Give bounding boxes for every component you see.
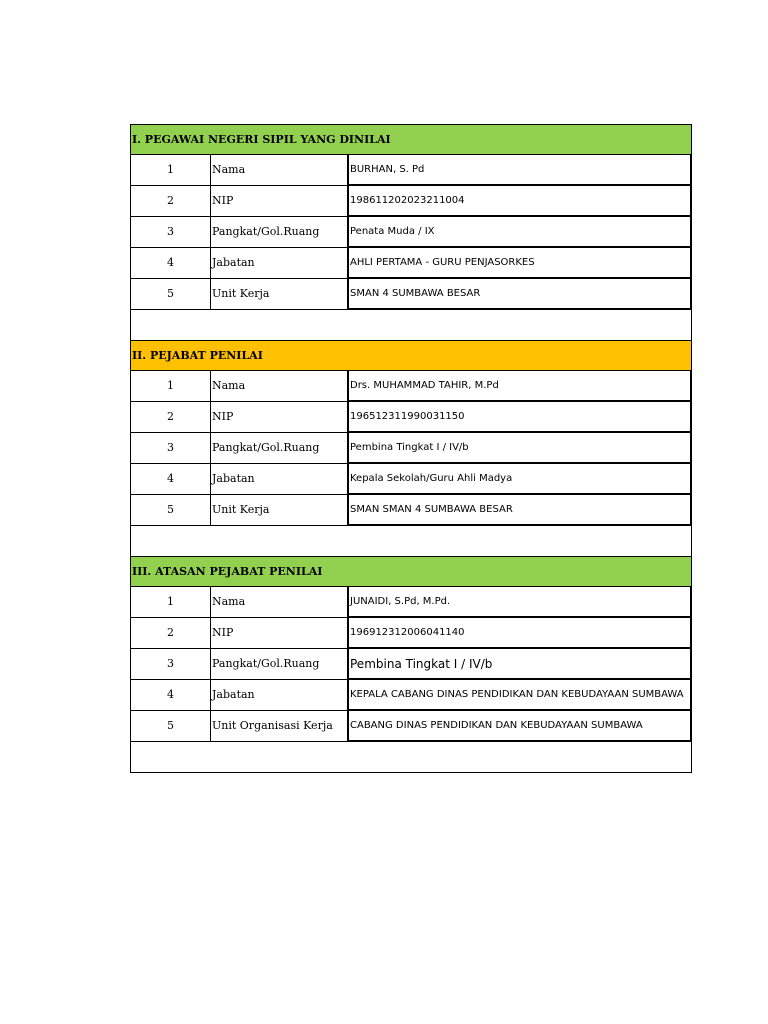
row-value	[348, 648, 691, 679]
row-value	[348, 401, 691, 432]
blank-row	[131, 741, 691, 772]
row-number: 5	[131, 711, 211, 741]
row-number: 3	[131, 433, 211, 463]
row-number: 2	[131, 186, 211, 216]
table-row	[131, 185, 691, 216]
row-label: Pangkat/Gol.Ruang	[211, 433, 348, 463]
blank-row	[131, 309, 691, 340]
table-row	[131, 586, 691, 617]
row-value	[348, 710, 691, 741]
table-row	[131, 679, 691, 710]
row-label: NIP	[211, 618, 348, 648]
table-row	[131, 247, 691, 278]
section-header-atasan-pejabat-penilai: III. ATASAN PEJABAT PENILAI	[131, 556, 691, 586]
table-row	[131, 216, 691, 247]
row-label: Pangkat/Gol.Ruang	[211, 649, 348, 679]
row-label: Unit Kerja	[211, 495, 348, 525]
row-number: 5	[131, 495, 211, 525]
row-value	[348, 278, 691, 309]
row-number: 4	[131, 248, 211, 278]
value-text: 196512311990031150	[350, 411, 465, 422]
row-value	[348, 617, 691, 648]
row-label: Unit Kerja	[211, 279, 348, 309]
section-header-pejabat-penilai: II. PEJABAT PENILAI	[131, 340, 691, 370]
value-text: Pembina Tingkat I / IV/b	[350, 656, 493, 671]
row-label: Nama	[211, 155, 348, 185]
row-value	[348, 247, 691, 278]
table-row	[131, 648, 691, 679]
table-row	[131, 432, 691, 463]
value-text: Kepala Sekolah/Guru Ahli Madya	[350, 473, 513, 484]
value-text: KEPALA CABANG DINAS PENDIDIKAN DAN KEBUDAYAAN SUMBAWA	[350, 689, 684, 700]
row-label: Unit Organisasi Kerja	[211, 711, 348, 741]
row-value	[348, 463, 691, 494]
value-text: SMAN 4 SUMBAWA BESAR	[350, 288, 481, 299]
value-text: Penata Muda / IX	[350, 226, 435, 237]
row-label: Nama	[211, 371, 348, 401]
row-number: 2	[131, 402, 211, 432]
row-value	[348, 494, 691, 525]
value-text: BURHAN, S. Pd	[350, 164, 425, 175]
value-text: Pembina Tingkat I / IV/b	[350, 442, 469, 453]
row-number: 4	[131, 464, 211, 494]
value-text: AHLI PERTAMA - GURU PENJASORKES	[350, 257, 535, 268]
row-value	[348, 586, 691, 617]
row-value	[348, 432, 691, 463]
table-row	[131, 370, 691, 401]
table-row	[131, 494, 691, 525]
table-row	[131, 617, 691, 648]
value-text: SMAN SMAN 4 SUMBAWA BESAR	[350, 504, 513, 515]
row-number: 3	[131, 217, 211, 247]
row-value	[348, 370, 691, 401]
row-number: 1	[131, 587, 211, 617]
row-label: Jabatan	[211, 680, 348, 710]
table-row	[131, 278, 691, 309]
row-number: 1	[131, 371, 211, 401]
value-text: 198611202023211004	[350, 195, 465, 206]
table-row	[131, 401, 691, 432]
row-number: 1	[131, 155, 211, 185]
value-text: Drs. MUHAMMAD TAHIR, M.Pd	[350, 380, 499, 391]
row-label: NIP	[211, 186, 348, 216]
value-text: CABANG DINAS PENDIDIKAN DAN KEBUDAYAAN SUMBAWA	[350, 720, 643, 731]
row-number: 5	[131, 279, 211, 309]
row-label: Jabatan	[211, 464, 348, 494]
row-label: Jabatan	[211, 248, 348, 278]
row-value	[348, 679, 691, 710]
row-value	[348, 185, 691, 216]
row-label: Pangkat/Gol.Ruang	[211, 217, 348, 247]
row-label: NIP	[211, 402, 348, 432]
row-value	[348, 154, 691, 185]
row-number: 4	[131, 680, 211, 710]
row-value	[348, 216, 691, 247]
table-row	[131, 463, 691, 494]
blank-row	[131, 525, 691, 556]
row-number: 2	[131, 618, 211, 648]
table-row	[131, 154, 691, 185]
section-header-pns: I. PEGAWAI NEGERI SIPIL YANG DINILAI	[131, 124, 691, 154]
row-number: 3	[131, 649, 211, 679]
identity-sheet	[130, 124, 692, 773]
value-text: JUNAIDI, S.Pd, M.Pd.	[350, 596, 451, 607]
row-label: Nama	[211, 587, 348, 617]
table-row	[131, 710, 691, 741]
value-text: 196912312006041140	[350, 627, 465, 638]
